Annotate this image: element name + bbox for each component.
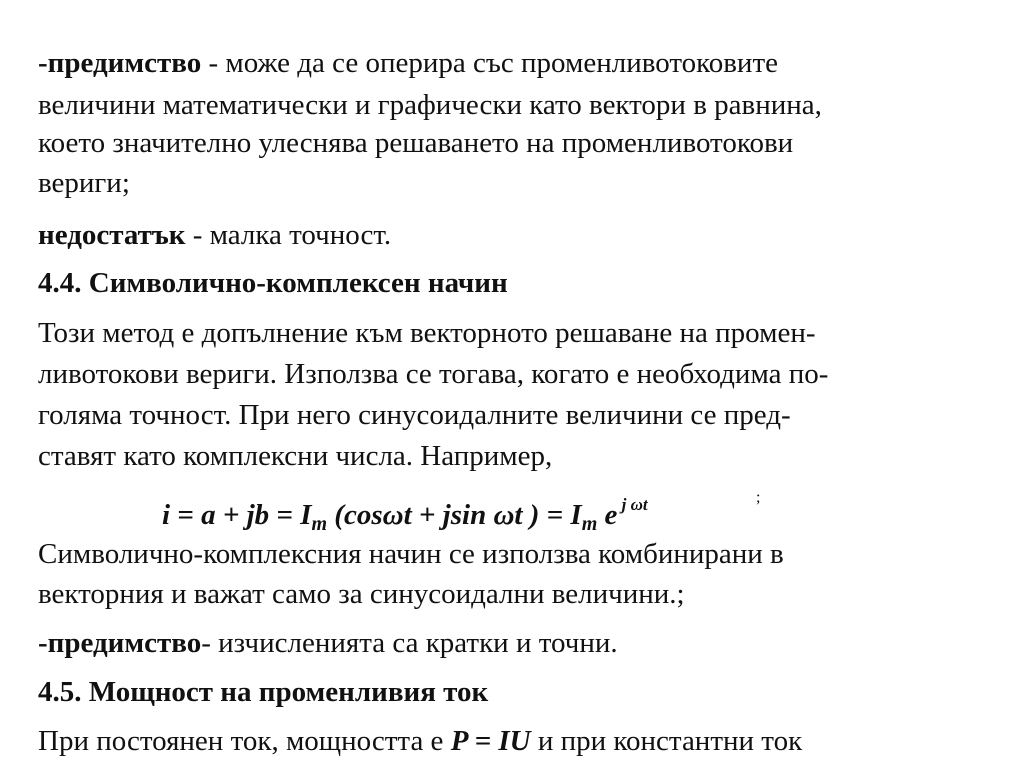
term-disadvantage: недостатък xyxy=(38,219,186,251)
text-line: -предимство- изчисленията са кратки и точни. xyxy=(38,627,618,659)
text-line: При постоянен ток, мощността е P = IU и при константни ток xyxy=(38,725,803,757)
power-formula: P = IU xyxy=(450,725,531,757)
text-line: величини математически и графически като вектори в равнина, xyxy=(38,89,822,121)
text-line: Символично-комплексния начин се използва комбинирани в xyxy=(38,538,784,570)
section-heading: 4.4. Символично-комплексен начин xyxy=(38,267,508,299)
complex-formula: i = a + jb = $I_m$ (cosωt + jsin ωt ) = $I_m$ e $^{j \omega t}$ xyxy=(162,495,648,535)
text-line: което значително улеснява решаването на променливотокови xyxy=(38,127,794,159)
text-line: голяма точност. При него синусоидалните величини се пред- xyxy=(38,399,791,431)
text-line: Този метод е допълнение към векторното решаване на промен- xyxy=(38,317,816,349)
text-line: недостатък - малка точност. xyxy=(38,219,392,251)
term-advantage: -предимство xyxy=(38,47,202,79)
term-advantage: -предимство xyxy=(38,627,202,659)
text-line: векторния и важат само за синусоидални величини.; xyxy=(38,578,685,610)
text-line: вериги; xyxy=(38,167,130,199)
text-line: ливотокови вериги. Използва се тогава, когато е необходима по- xyxy=(38,358,829,390)
formula-semicolon: ; xyxy=(756,489,761,506)
text-line: ставят като комплексни числа. Например, xyxy=(38,440,553,472)
section-heading: 4.5. Мощност на променливия ток xyxy=(38,676,489,708)
text-line: -предимство - може да се оперира със променливотоковите xyxy=(38,47,778,79)
